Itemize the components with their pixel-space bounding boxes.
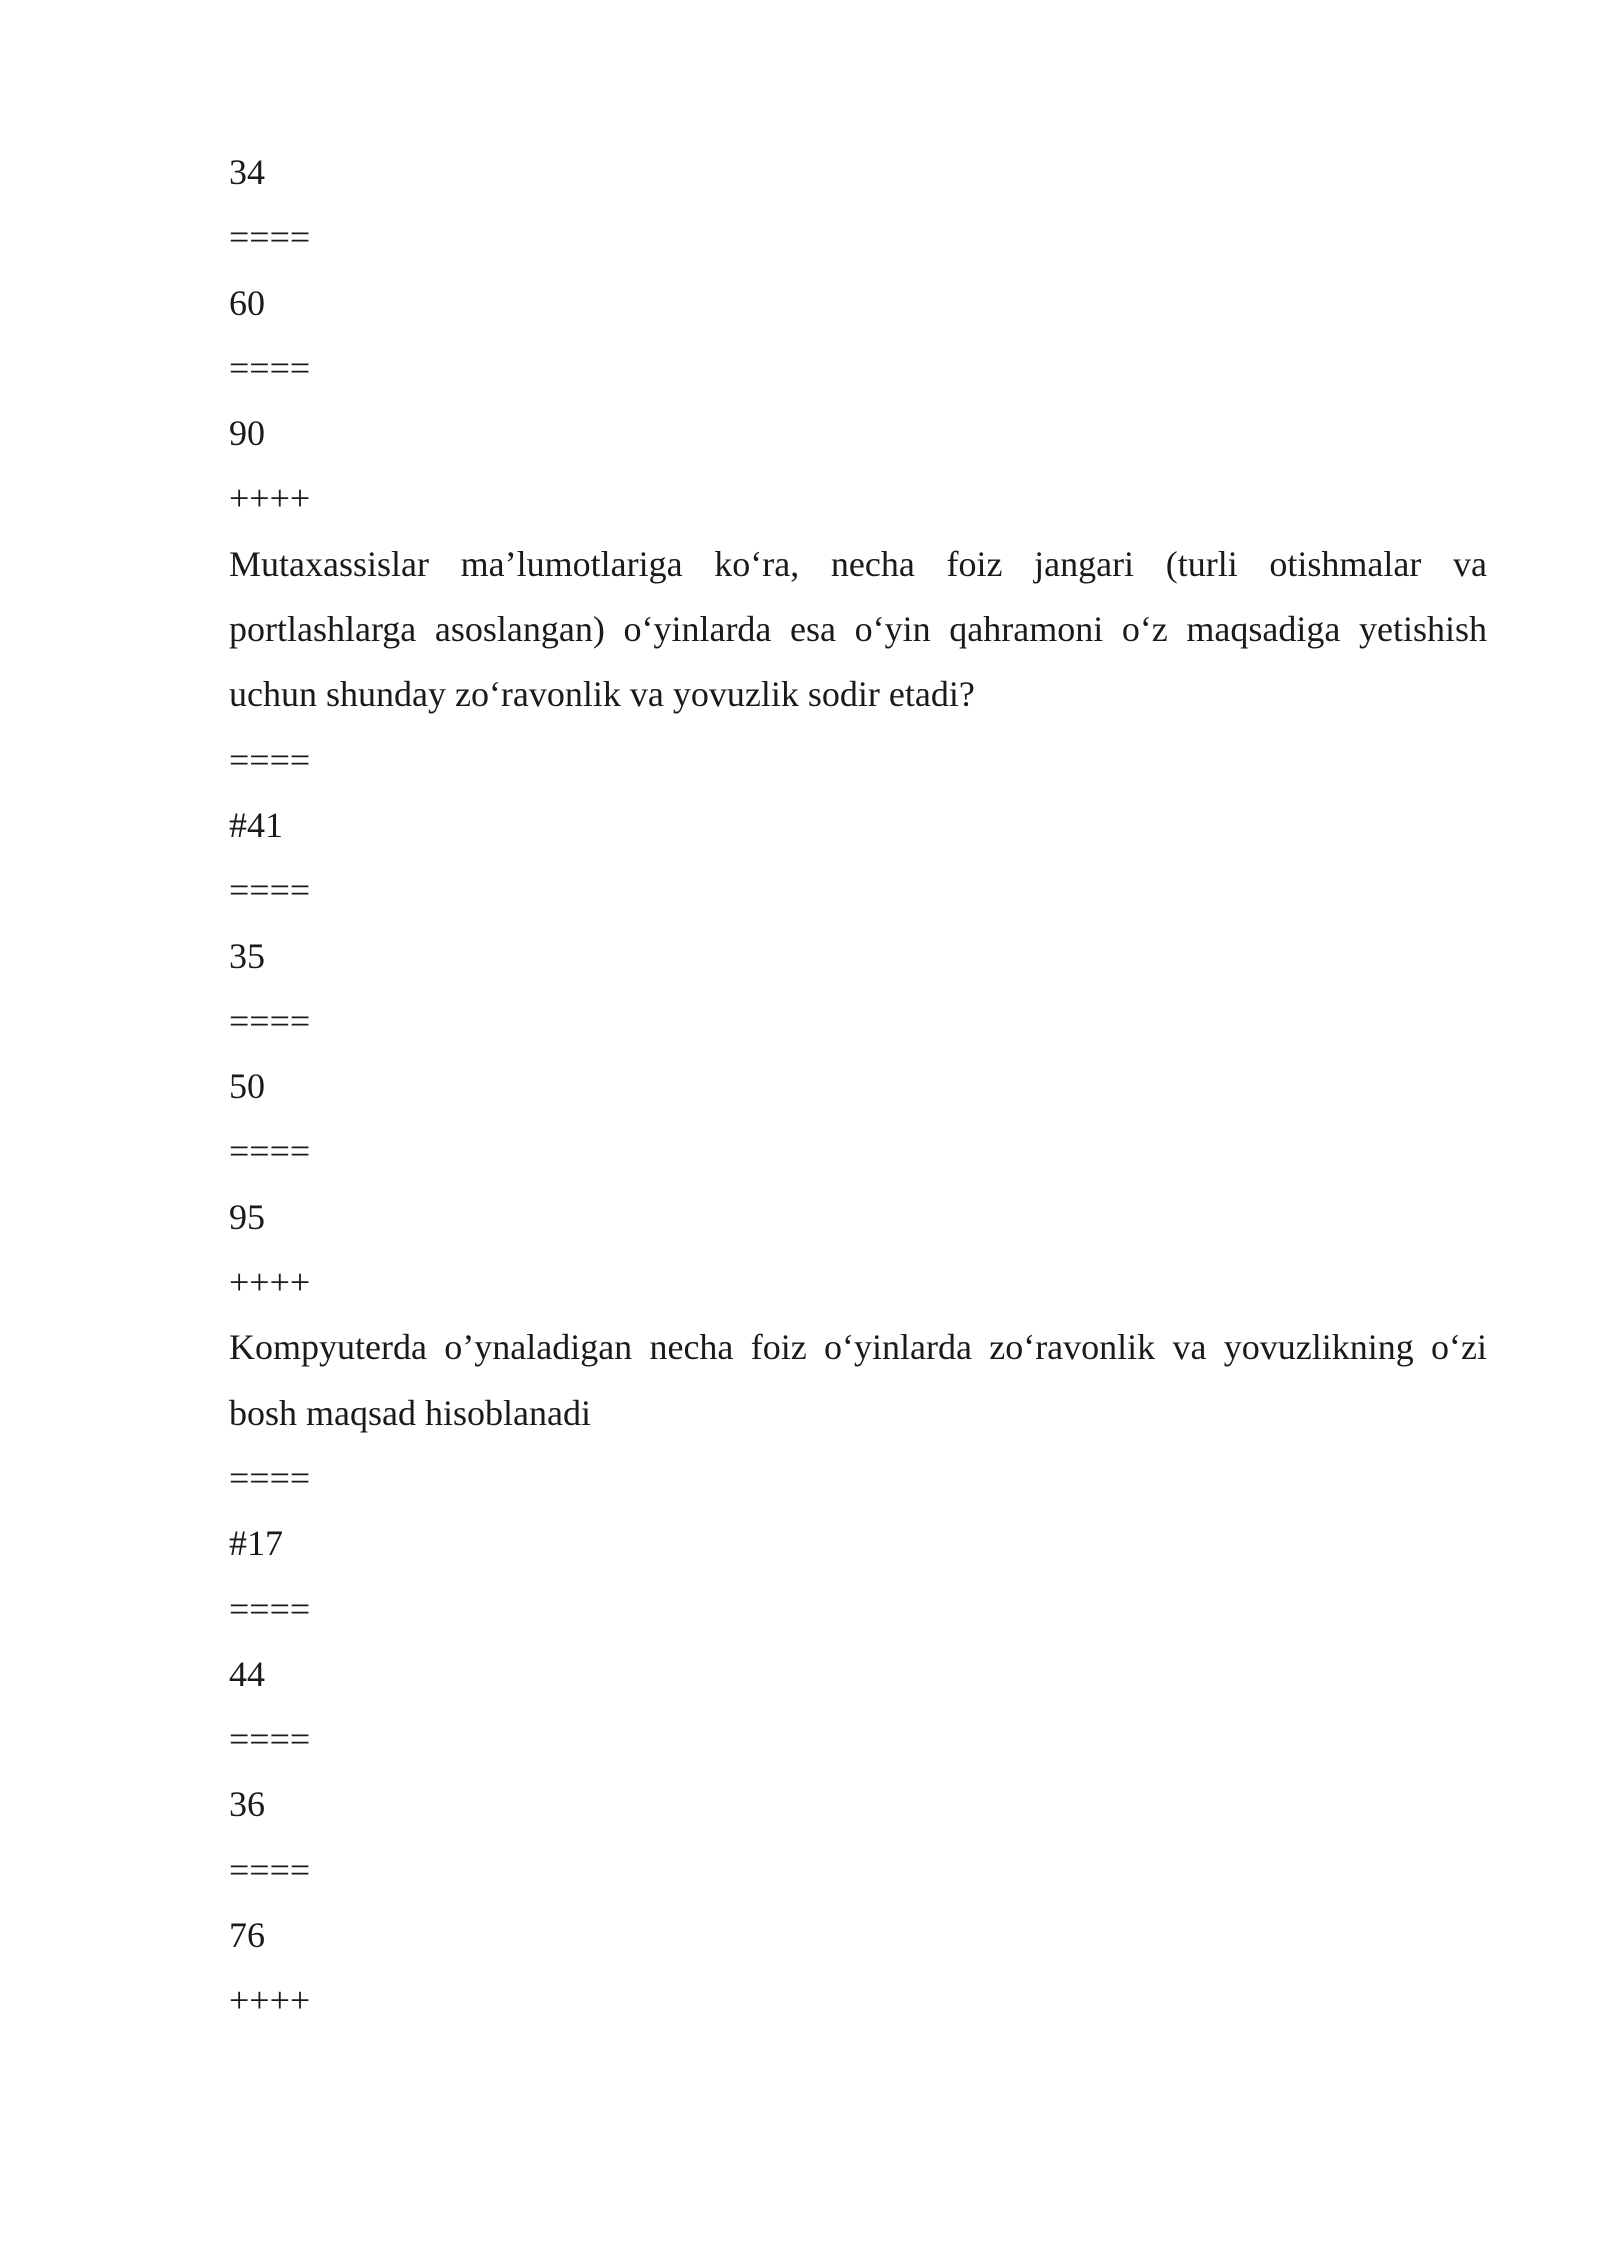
answer-option: 35 — [229, 935, 265, 976]
answer-option: 36 — [229, 1784, 265, 1825]
answer-option: 44 — [229, 1653, 265, 1694]
answer-option: 60 — [229, 282, 265, 323]
answer-option: 90 — [229, 413, 265, 454]
question-separator: ++++ — [229, 1980, 311, 2021]
answer-option: 76 — [229, 1915, 265, 1956]
answer-option: 34 — [229, 152, 265, 192]
answer-option: 95 — [229, 1196, 265, 1237]
question-text: Mutaxassislar ma’lumotlariga ko‘ra, necha foiz jangari (turli otishmalar va portlashlarga asoslangan) o‘yinlarda esa o‘yin qahramoni o‘z maqsadiga yetishish uchun shunday zo‘ravonlik va yovuzlik sodir etadi? — [229, 543, 1487, 715]
question-text: Kompyuterda o’ynaladigan necha foiz o‘yinlarda zo‘ravonlik va yovuzlikning o‘zi bosh maqsad hisoblanadi — [229, 1327, 1487, 1433]
question-separator: ++++ — [229, 478, 311, 519]
option-separator: ==== — [229, 1849, 311, 1890]
option-separator: ==== — [229, 1131, 311, 1172]
correct-answer-option: #41 — [229, 804, 283, 845]
option-separator: ==== — [229, 347, 311, 388]
option-separator: ==== — [229, 1000, 311, 1041]
answer-option: 50 — [229, 1066, 265, 1107]
option-separator: ==== — [229, 1588, 311, 1629]
option-separator: ==== — [229, 870, 311, 911]
question-separator: ++++ — [229, 1262, 311, 1303]
option-separator: ==== — [229, 217, 311, 258]
correct-answer-option: #17 — [229, 1523, 283, 1564]
option-separator: ==== — [229, 1457, 311, 1498]
document-body — [229, 140, 1487, 2034]
option-separator: ==== — [229, 739, 311, 780]
option-separator: ==== — [229, 1719, 311, 1760]
